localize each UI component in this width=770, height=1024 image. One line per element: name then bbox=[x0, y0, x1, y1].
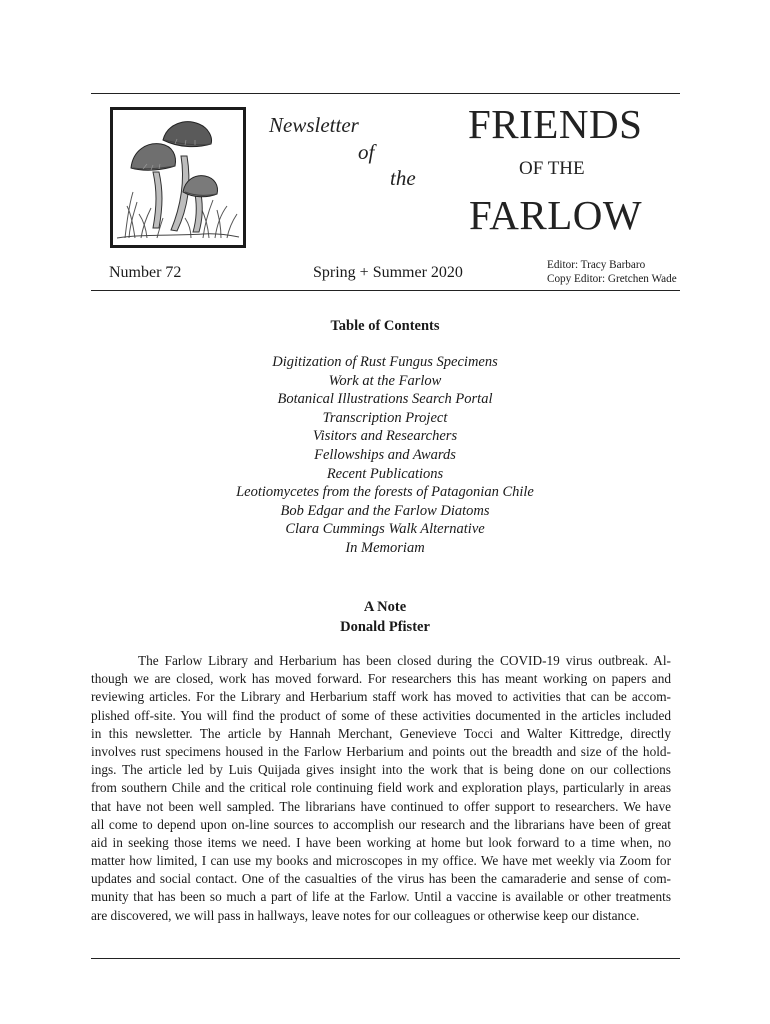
note-body-line: munity that has been so much a part of life at the Farlow. Until a vaccine is available or other treatments bbox=[91, 889, 671, 905]
masthead-the-word: the bbox=[390, 166, 416, 190]
header-bottom-rule bbox=[91, 290, 680, 291]
note-body-line: all come to depend upon on-line sources to accomplish our research and the librarians have been of great bbox=[91, 816, 671, 832]
toc-item: Fellowships and Awards bbox=[314, 446, 456, 463]
note-body-line: The Farlow Library and Herbarium has been closed during the COVID-19 virus outbreak. Al- bbox=[138, 653, 671, 668]
note-title: A Note bbox=[363, 599, 407, 615]
toc-item: Work at the Farlow bbox=[328, 372, 442, 389]
note-body-line: involves rust specimens housed in the Farlow Herbarium and points out the breadth and size of the hold- bbox=[91, 743, 671, 759]
copy-editor-credit: Copy Editor: Gretchen Wade bbox=[547, 273, 677, 285]
note-body-line: aid in seeking those items we need. I have been working at home but look forward to a time when, no bbox=[91, 834, 671, 850]
note-body-line: reviewing articles. For the Library and Herbarium staff work has moved to activities that can be accom- bbox=[91, 689, 671, 705]
note-body-line: updates and social contact. One of the casualties of the virus has been the camaraderie and sense of com- bbox=[91, 871, 671, 887]
note-body-line: are discovered, we will pass in hallways, leave notes for our colleagues or otherwise keep our distance. bbox=[91, 907, 640, 923]
masthead-title-of-the: OF THE bbox=[519, 158, 585, 179]
header-top-rule bbox=[91, 93, 680, 94]
note-body-line: ings. The article led by Luis Quijada gives insight into the work that is being done on our collections bbox=[91, 762, 671, 778]
toc-list bbox=[0, 353, 770, 558]
mushroom-illustration-icon bbox=[110, 107, 246, 248]
note-body-line: that have not been well sampled. The librarians have continued to offer support to researchers. We have bbox=[91, 798, 671, 814]
note-body-paragraph bbox=[91, 652, 671, 925]
toc-item: Digitization of Rust Fungus Specimens bbox=[272, 354, 498, 370]
footer-rule bbox=[91, 958, 680, 959]
toc-item: Recent Publications bbox=[326, 465, 444, 482]
masthead-newsletter-word: Newsletter bbox=[269, 113, 359, 137]
masthead-title-friends: FRIENDS bbox=[468, 101, 643, 147]
toc-item: Transcription Project bbox=[322, 409, 448, 426]
toc-item: Bob Edgar and the Farlow Diatoms bbox=[280, 502, 490, 519]
note-body-line: matter how limited, I can use my books and microscopes in my office. We have met weekly via Zoom for bbox=[91, 853, 671, 869]
issue-number: Number 72 bbox=[109, 264, 182, 281]
masthead-title-farlow: FARLOW bbox=[469, 192, 643, 238]
note-body-line: from southern Chile and the critical role continuing field work and exploration plays, particularly in areas bbox=[91, 780, 671, 796]
note-body-line: in this newsletter. The article by Hannah Merchant, Genevieve Tocci and Walter Kittredge, directly bbox=[91, 725, 671, 741]
toc-item: Leotiomycetes from the forests of Patagonian Chile bbox=[236, 484, 534, 501]
note-body-line: though we are closed, work has moved forward. For researchers this has meant working on papers and bbox=[91, 671, 671, 687]
issue-season: Spring + Summer 2020 bbox=[313, 264, 463, 281]
toc-heading: Table of Contents bbox=[330, 318, 440, 334]
toc-item: Botanical Illustrations Search Portal bbox=[277, 391, 493, 408]
masthead-of-word: of bbox=[358, 140, 375, 164]
toc-item: Clara Cummings Walk Alternative bbox=[285, 521, 485, 538]
toc-item: Visitors and Researchers bbox=[312, 428, 458, 445]
editor-credit: Editor: Tracy Barbaro bbox=[547, 259, 646, 271]
toc-item: In Memoriam bbox=[345, 539, 425, 556]
note-author: Donald Pfister bbox=[340, 619, 430, 635]
note-body-line: plished off-site. You will find the product of some of these activities documented in the articles included bbox=[91, 707, 671, 723]
